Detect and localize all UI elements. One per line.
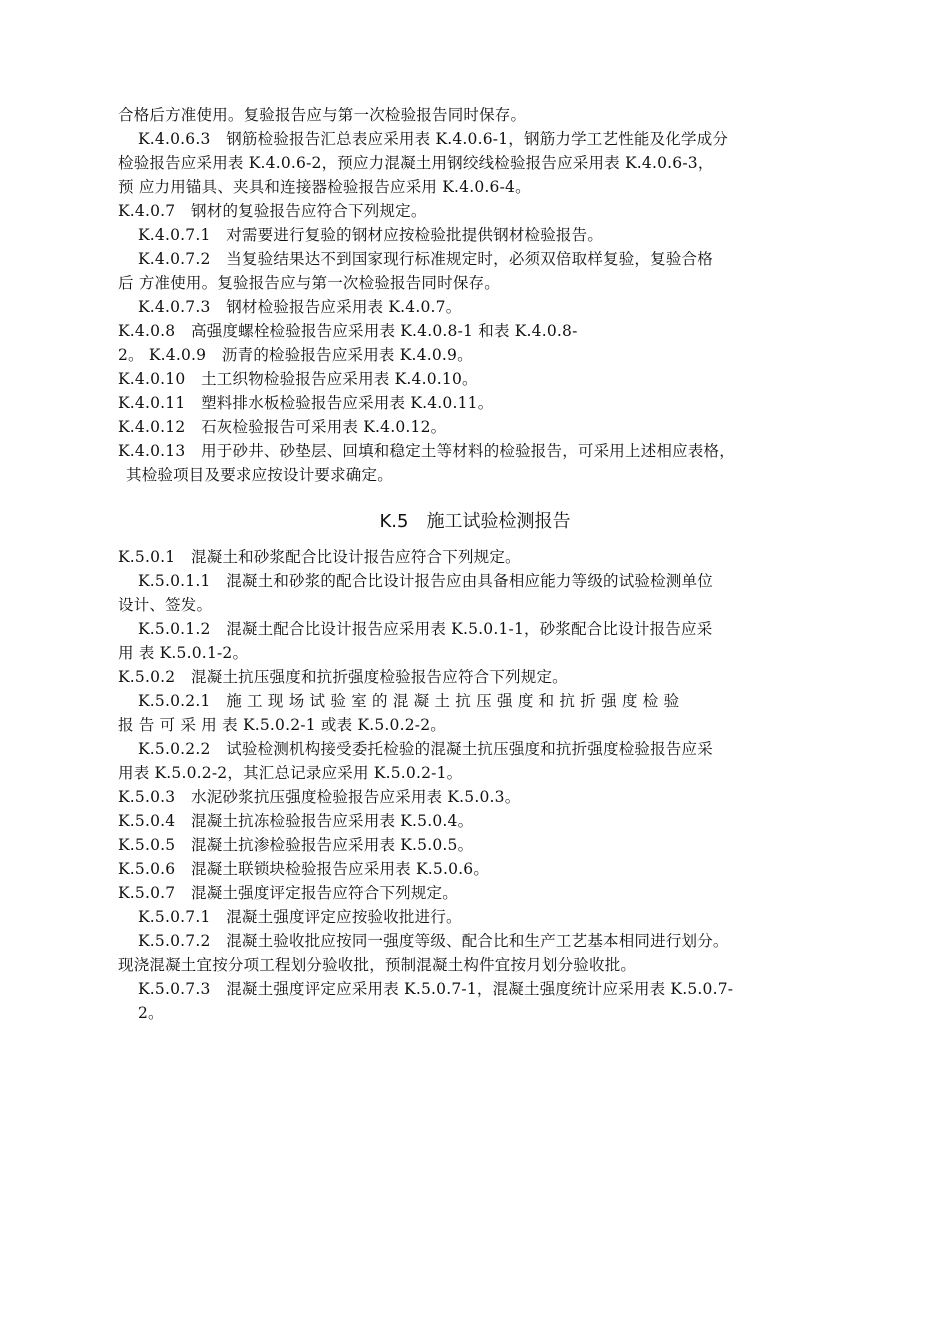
paragraph-line: K.4.0.6.3 钢筋检验报告汇总表应采用表 K.4.0.6-1，钢筋力学工艺性能及化学成分 xyxy=(138,130,729,148)
paragraph-line: 用表 K.5.0.2-2，其汇总记录应采用 K.5.0.2-1。 xyxy=(118,764,463,782)
paragraph-line: K.5.0.4 混凝土抗冻检验报告应采用表 K.5.0.4。 xyxy=(118,812,474,830)
paragraph-line: 其检验项目及要求应按设计要求确定。 xyxy=(126,466,393,484)
paragraph-line: 用 表 K.5.0.1-2。 xyxy=(118,644,249,662)
paragraph-line: K.4.0.7.3 钢材检验报告应采用表 K.4.0.7。 xyxy=(138,298,462,316)
paragraph-line: K.5.0.5 混凝土抗渗检验报告应采用表 K.5.0.5。 xyxy=(118,836,474,854)
paragraph-line: K.5.0.7.1 混凝土强度评定应按验收批进行。 xyxy=(138,908,462,926)
paragraph-line: 预 应力用锚具、夹具和连接器检验报告应采用 K.4.0.6-4。 xyxy=(118,178,531,196)
paragraph-line: K.4.0.10 土工织物检验报告应采用表 K.4.0.10。 xyxy=(118,370,478,388)
paragraph-line: 现浇混凝土宜按分项工程划分验收批，预制混凝土构件宜按月划分验收批。 xyxy=(118,956,637,974)
paragraph-line: 检验报告应采用表 K.4.0.6-2，预应力混凝土用钢绞线检验报告应采用表 K.4.0.6-3， xyxy=(118,154,714,172)
paragraph-line: K.5.0.7.2 混凝土验收批应按同一强度等级、配合比和生产工艺基本相同进行划分。 xyxy=(138,932,729,950)
paragraph-line: 合格后方准使用。复验报告应与第一次检验报告同时保存。 xyxy=(118,106,527,124)
paragraph-line: 2。 K.4.0.9 沥青的检验报告应采用表 K.4.0.9。 xyxy=(118,346,473,364)
paragraph-line: K.4.0.12 石灰检验报告可采用表 K.4.0.12。 xyxy=(118,418,447,436)
paragraph-line: K.5.0.1.2 混凝土配合比设计报告应采用表 K.5.0.1-1，砂浆配合比设计报告应采 xyxy=(138,620,713,638)
paragraph-line: K.4.0.7 钢材的复验报告应符合下列规定。 xyxy=(118,202,427,220)
paragraph-line: K.5.0.1.1 混凝土和砂浆的配合比设计报告应由具备相应能力等级的试验检测单位 xyxy=(138,572,713,590)
paragraph-line: K.5.0.2.1 施 工 现 场 试 验 室 的 混 凝 土 抗 压 强 度 和 抗 折 强 度 检 验 xyxy=(138,692,680,710)
paragraph-line: K.5.0.3 水泥砂浆抗压强度检验报告应采用表 K.5.0.3。 xyxy=(118,788,521,806)
paragraph-line: 报 告 可 采 用 表 K.5.0.2-1 或表 K.5.0.2-2。 xyxy=(118,716,447,734)
section-heading: K.5 施工试验检测报告 xyxy=(379,511,571,532)
paragraph-line: 后 方准使用。复验报告应与第一次检验报告同时保存。 xyxy=(118,274,500,292)
paragraph-line: K.5.0.2 混凝土抗压强度和抗折强度检验报告应符合下列规定。 xyxy=(118,668,568,686)
paragraph-line: K.4.0.7.2 当复验结果达不到国家现行标准规定时，必须双倍取样复验，复验合格 xyxy=(138,250,713,268)
paragraph-line: K.5.0.2.2 试验检测机构接受委托检验的混凝土抗压强度和抗折强度检验报告应采 xyxy=(138,740,713,758)
paragraph-line: K.4.0.7.1 对需要进行复验的钢材应按检验批提供钢材检验报告。 xyxy=(138,226,604,244)
paragraph-line: K.5.0.6 混凝土联锁块检验报告应采用表 K.5.0.6。 xyxy=(118,860,490,878)
paragraph-line: K.5.0.7.3 混凝土强度评定应采用表 K.5.0.7-1，混凝土强度统计应采用表 K.5.0.7- xyxy=(138,980,734,998)
paragraph-line: K.5.0.1 混凝土和砂浆配合比设计报告应符合下列规定。 xyxy=(118,548,521,566)
paragraph-line: K.5.0.7 混凝土强度评定报告应符合下列规定。 xyxy=(118,884,458,902)
paragraph-line: K.4.0.13 用于砂井、砂垫层、回填和稳定土等材料的检验报告，可采用上述相应表格， xyxy=(118,442,735,460)
paragraph-line: K.4.0.11 塑料排水板检验报告应采用表 K.4.0.11。 xyxy=(118,394,494,412)
paragraph-line: K.4.0.8 高强度螺栓检验报告应采用表 K.4.0.8-1 和表 K.4.0.8- xyxy=(118,322,578,340)
paragraph-line: 2。 xyxy=(138,1004,164,1022)
paragraph-line: 设计、签发。 xyxy=(118,596,213,614)
